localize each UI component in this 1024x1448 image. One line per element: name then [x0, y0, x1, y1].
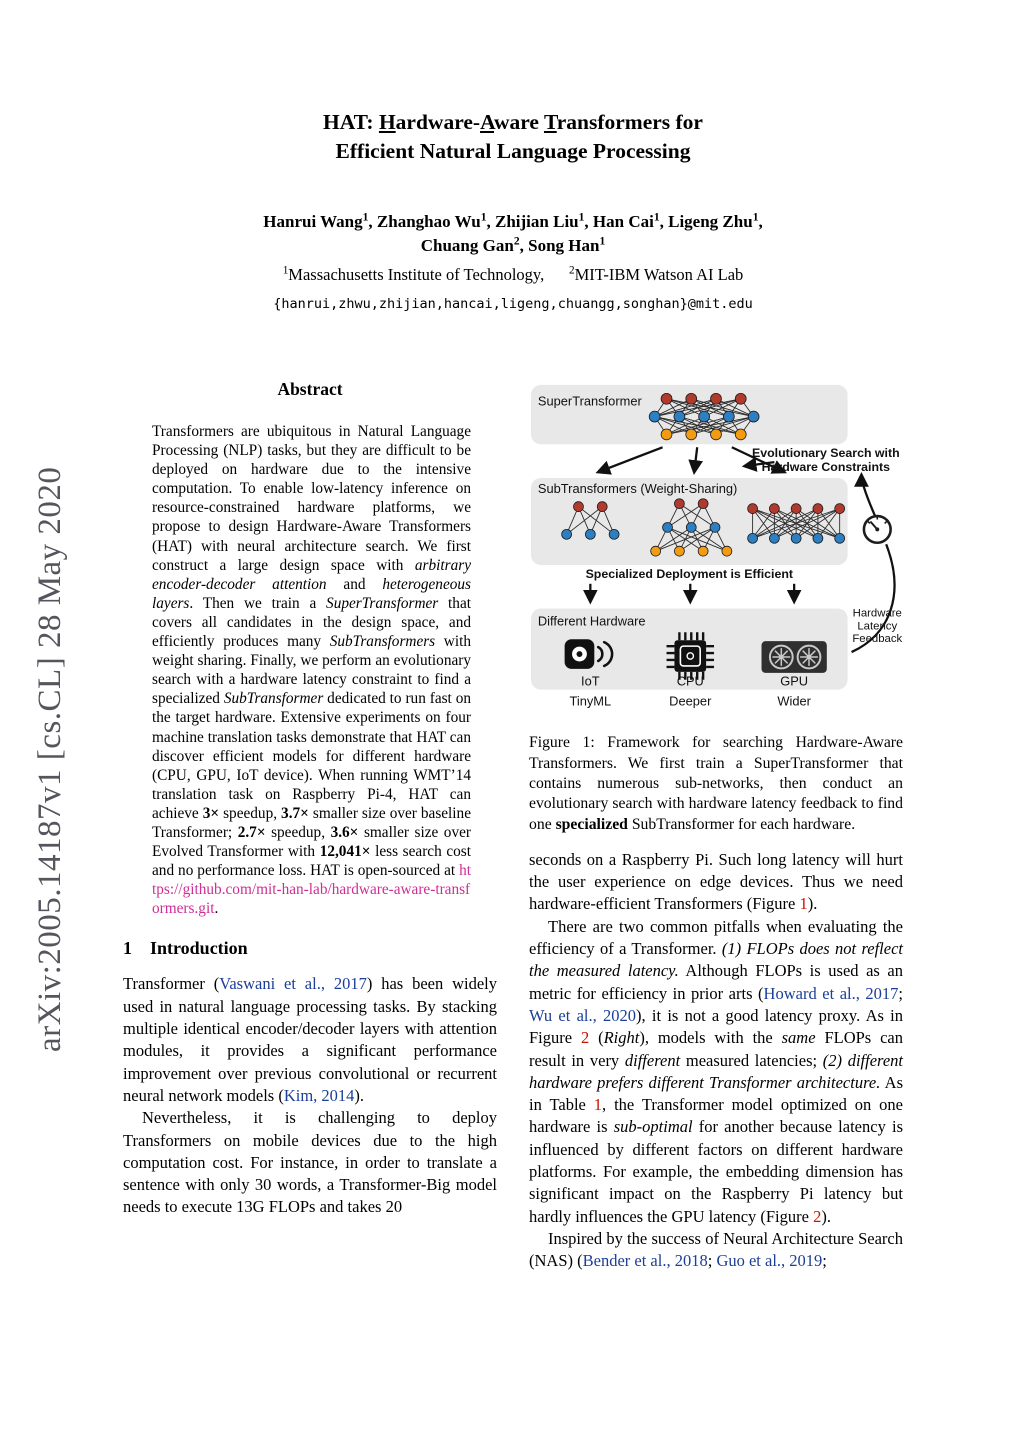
paper-page — [123, 0, 903, 1273]
paper-title — [123, 108, 903, 166]
title-line2: Efficient Natural Language Processing — [335, 139, 691, 163]
ref-link[interactable]: 1 — [593, 1095, 603, 1115]
different-hardware-label: Different Hardware — [537, 613, 646, 629]
feedback-curve-upper — [861, 475, 875, 517]
right-paragraph-3: Inspired by the success of Neural Architecture Search (NAS) (Bender et al., 2018; Guo et al., 2019; — [529, 1228, 903, 1271]
gpu-card-icon — [762, 641, 827, 673]
right-paragraph-2: There are two common pitfalls when evaluating the efficiency of a Transformer. (1) FLOPs does not reflect the measured latency. Although FLOPs is used as an metric for efficiency in prior arts (Howard et al., 2017; Wu et al., 2020), it is not a good latency proxy. As in Figure 2 (Right), models with the same FLOPs can result in very different measured latencies; (2) different hardware prefers different Transformer architecture. As in Table 1, the Transformer model optimized on one hardware is sub-optimal for another because latency is influenced by different factors on different hardware platforms. For example, the embedding dimension has significant impact on the Raspberry Pi latency but hardly influences the GPU latency (Figure 2). — [529, 916, 904, 1226]
latency-feedback-label-line2: Latency — [857, 620, 898, 633]
author-list — [123, 210, 903, 258]
cite-link[interactable]: Bender et al., 2018 — [582, 1251, 708, 1271]
cite-link[interactable]: Wu et al., 2020 — [529, 1005, 637, 1025]
figure-1-caption: Figure 1: Framework for searching Hardware-Aware Transformers. We first train a SuperTransformer that contains numerous sub-networks, then conduct an evolutionary search with hardware latency feedback to find one specialized SubTransformer for each hardware. — [529, 734, 903, 833]
right-column — [529, 379, 903, 1273]
hardware-label-iot: IoT — [581, 673, 600, 689]
left-column — [123, 379, 497, 1219]
ref-link[interactable]: 2 — [580, 1028, 590, 1048]
supertransformer-label: SuperTransformer — [537, 393, 642, 409]
hardware-sublabel-deeper: Deeper — [669, 693, 712, 709]
authors-line2: Chuang Gan$^2$, Song Han$^1$ — [420, 234, 606, 255]
hardware-label-gpu: GPU — [780, 673, 809, 689]
latency-gauge-icon — [864, 516, 891, 543]
cite-link[interactable]: Kim, 2014 — [283, 1085, 355, 1105]
email-line: {hanrui,zhwu,zhijian,hancai,ligeng,chuangg,songhan}@mit.edu — [273, 296, 753, 312]
arxiv-stamp: arXiv:2005.14187v1 [cs.CL] 28 May 2020 — [32, 466, 68, 1052]
hardware-label-cpu: CPU — [676, 673, 704, 689]
hardware-sublabel-tinyml: TinyML — [569, 693, 612, 709]
url-link[interactable]: https://github.com/mit-han-lab/hardware-aware-transformers.git — [152, 862, 471, 918]
specialized-deployment-label: Specialized Deployment is Efficient — [585, 566, 793, 581]
latency-feedback-label-line1: Hardware — [852, 607, 902, 620]
ref-link[interactable]: 1 — [799, 894, 808, 914]
hardware-sublabel-wider: Wider — [777, 693, 811, 709]
deployment-arrows — [590, 584, 794, 602]
evolutionary-search-label-line1: Evolutionary Search with — [751, 446, 900, 461]
ref-link[interactable]: 2 — [813, 1206, 822, 1226]
subtransformers-label: SubTransformers (Weight-Sharing) — [537, 480, 738, 496]
cite-link[interactable]: Vaswani et al., 2017 — [219, 974, 367, 994]
cite-link[interactable]: Howard et al., 2017 — [763, 983, 899, 1003]
authors-line1: Hanrui Wang$^1$, Zhanghao Wu$^1$, Zhijian Liu$^1$, Han Cai$^1$, Ligeng Zhu$^1$, — [263, 210, 763, 231]
affiliations: $^1$Massachusetts Institute of Technology, $^2$MIT-IBM Watson AI Lab — [282, 264, 744, 284]
intro-paragraph-2: Nevertheless, it is challenging to deploy Transformers on mobile devices due to the high computation cost. For instance, in order to translate a sentence with only 30 words, a Transformer-Big model needs to execute 13G FLOPs and takes 20 — [123, 1108, 497, 1217]
two-column-body — [123, 379, 903, 1273]
section-heading-introduction: 1 Introduction — [123, 938, 248, 959]
figure1-diagram — [529, 379, 903, 715]
abstract-heading: Abstract — [277, 379, 343, 399]
abstract-text: Transformers are ubiquitous in Natural Language Processing (NLP) tasks, but they are difficult to be deployed on hardware due to the intensive computation. To enable low-latency inference on resource-constrained hardware platforms, we propose to design Hardware-Aware Transformers (HAT) with neural architecture search. We first construct a large design space with arbitrary encoder-decoder attention and heterogeneous layers. Then we train a SuperTransformer that covers all candidates in the design space, and efficiently produces many SubTransformers with weight sharing. Finally, we perform an evolutionary search with a hardware latency constraint to find a specialized SubTransformer dedicated to run fast on the target hardware. Extensive experiments on four machine translation tasks demonstrate that HAT can discover efficient models for different hardware (CPU, GPU, IoT device). When running WMT’14 translation task on Raspberry Pi-4, HAT can achieve 3× speedup, 3.7× smaller size over baseline Transformer; 2.7× speedup, 3.6× smaller size over Evolved Transformer with 12,041× less search cost and no performance loss. HAT is open-sourced at https://github.com/mit-han-lab/hardware-aware-transformers.git. — [152, 423, 472, 918]
title-line1: HAT: Hardware-Aware Transformers for — [323, 110, 703, 134]
cite-link[interactable]: Guo et al., 2019 — [716, 1251, 823, 1271]
latency-feedback-label-line3: Feedback — [852, 633, 903, 646]
right-paragraph-1: seconds on a Raspberry Pi. Such long latency will hurt the user experience on edge devices. Thus we need hardware-efficient Transformers (Figure 1). — [529, 849, 903, 914]
intro-paragraph-1: Transformer (Vaswani et al., 2017) has been widely used in natural language processing tasks. By stacking multiple identical encoder/decoder layers with attention modules, it provides a significant performance improvement over previous convolutional or recurrent neural network models (Kim, 2014). — [123, 974, 497, 1105]
evolutionary-search-label-line2: Hardware Constraints — [761, 460, 891, 475]
figure-1 — [529, 379, 903, 835]
